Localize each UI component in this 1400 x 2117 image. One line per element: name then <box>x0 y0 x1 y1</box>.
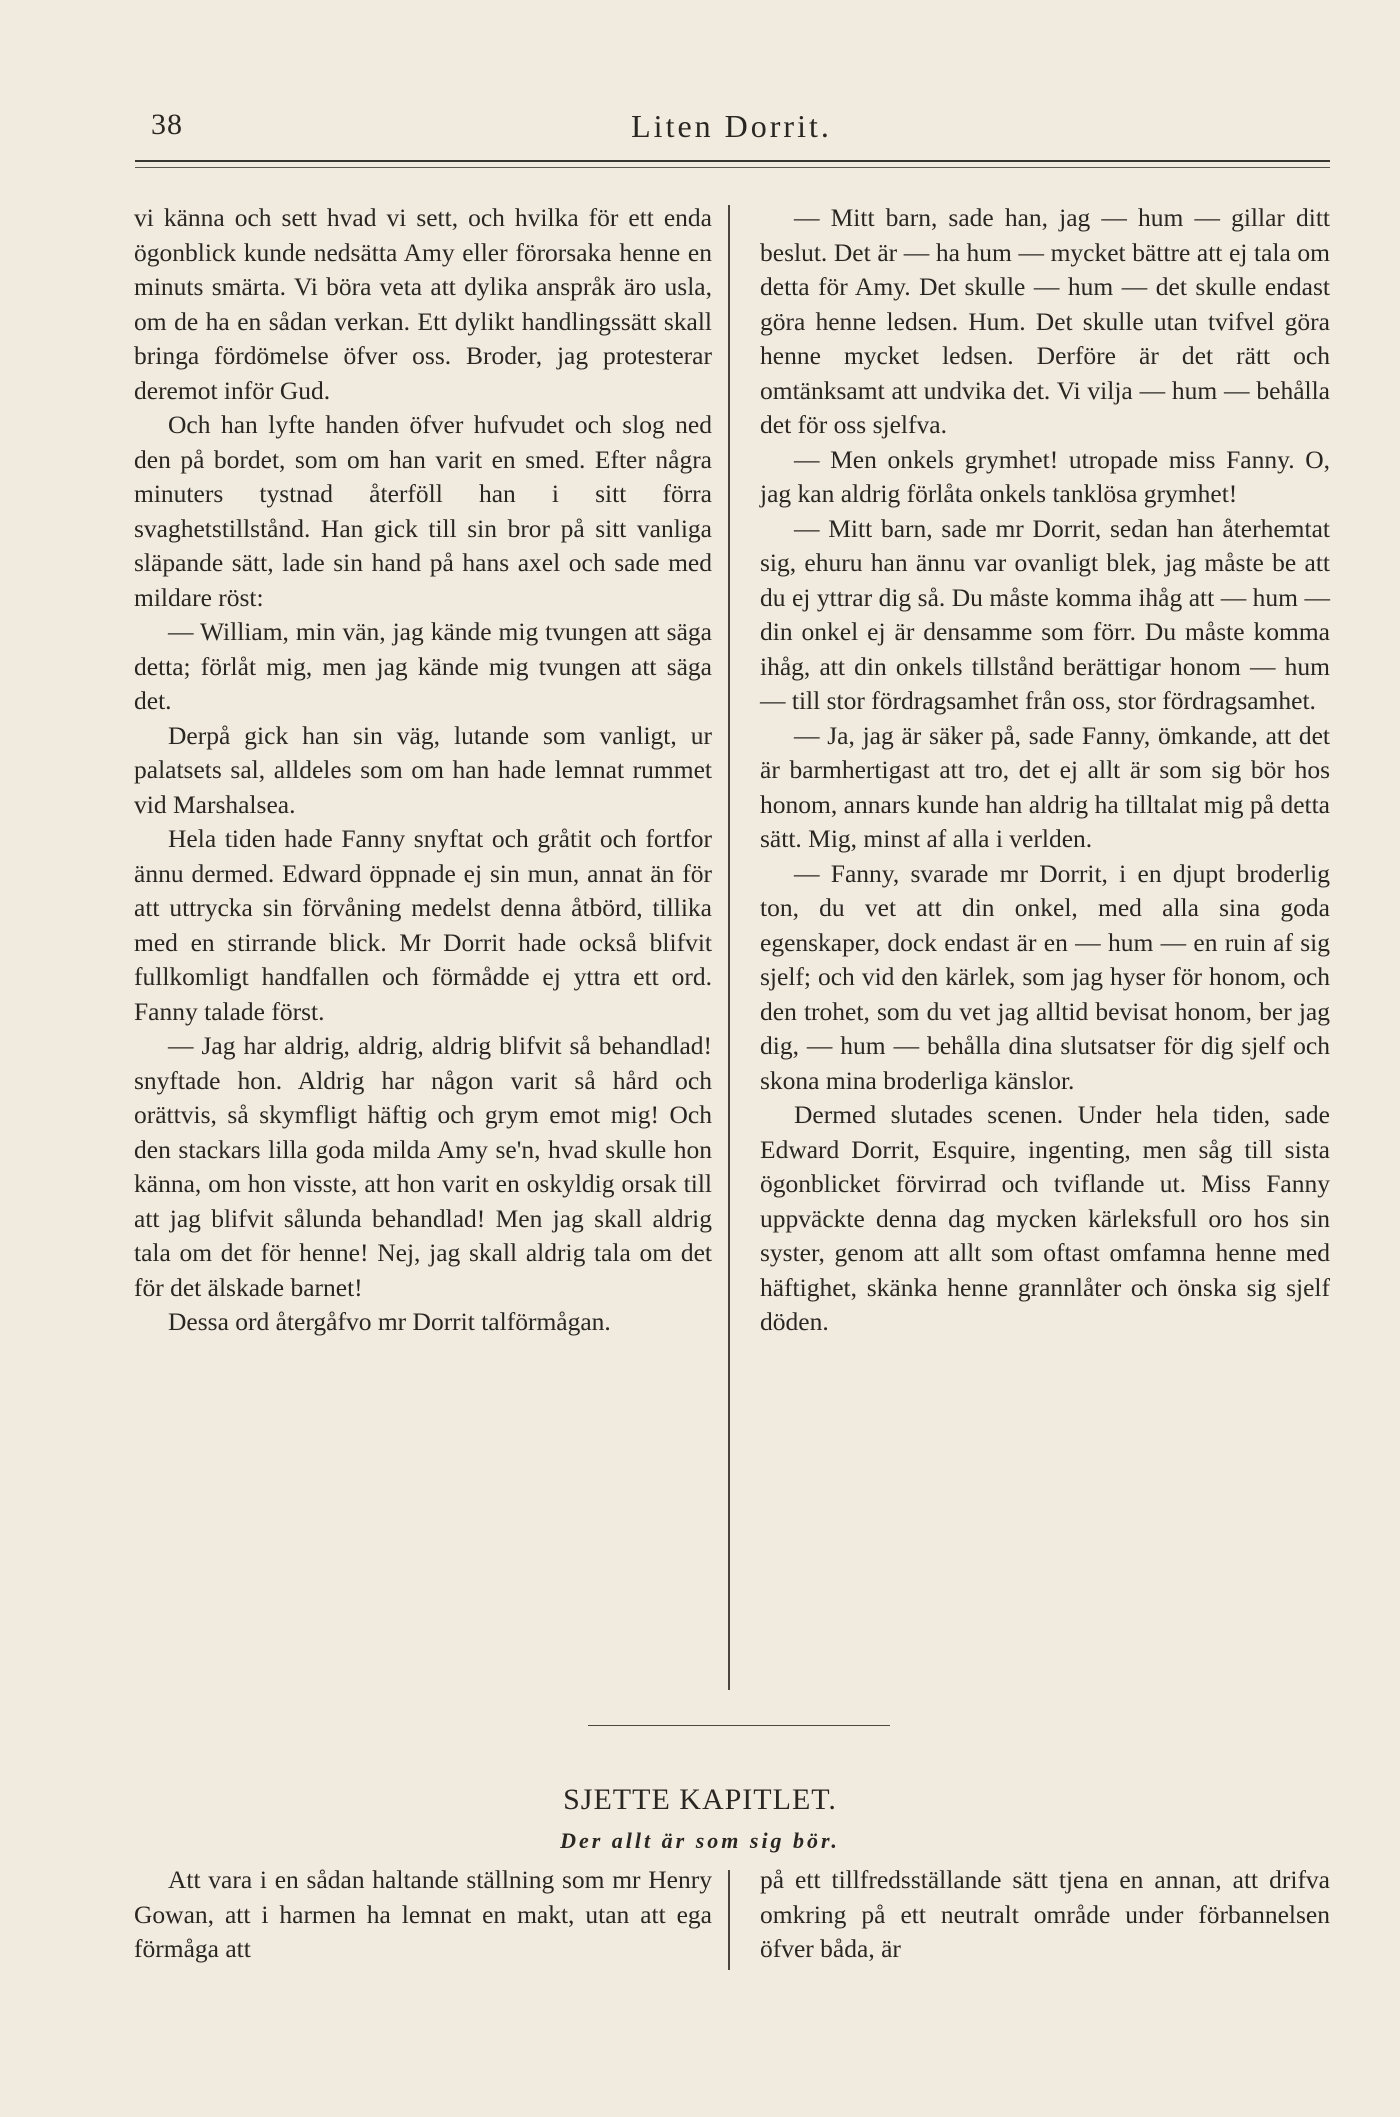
paragraph: Att vara i en sådan haltande ställning som mr Henry Gowan, att i harmen ha lemnat en makt, utan att ega förmåga att <box>134 1865 712 1963</box>
chapter-subtitle: Der allt är som sig bör. <box>560 1828 840 1853</box>
page-header <box>133 108 1330 152</box>
header-rule <box>135 160 1330 162</box>
paragraph: Dermed slutades scenen. Under hela tiden, sade Edward Dorrit, Esquire, ingenting, men såg till sista ögonblicket förvirrad och tviflande ut. Miss Fanny uppväckte denna dag mycken kärleksfull oro hos sin syster, genom att allt som oftast omfamna henne med häftighet, skänka henne grannlåter och önska sig sjelf döden. <box>760 1100 1330 1336</box>
paragraph: — Mitt barn, sade mr Dorrit, sedan han återhemtat sig, ehuru han ännu var ovanligt blek, jag måste be att du ej yttrar dig så. Du måste komma ihåg att — hum — din onkel ej är densamme som förr. Du måste komma ihåg, att din onkels tillstånd berättigar honom — hum — till stor fördragsamhet från oss, stor fördragsamhet. <box>760 513 1330 715</box>
paragraph: — Mitt barn, sade han, jag — hum — gillar ditt beslut. Det är — ha hum — mycket bättre att ej tala om detta för Amy. Det skulle — hum — det skulle endast göra henne ledsen. Hum. Det skulle utan tvifvel göra henne mycket ledsen. Derföre är det rätt och omtänksamt att undvika det. Vi vilja — hum — behålla det för oss sjelfva. <box>760 203 1330 439</box>
paragraph: — Men onkels grymhet! utropade miss Fanny. O, jag kan aldrig förlåta onkels tanklösa grymhet! <box>760 444 1330 508</box>
paragraph: Derpå gick han sin väg, lutande som vanligt, ur palatsets sal, alldeles som om han hade lemnat rummet vid Marshalsea. <box>134 720 712 819</box>
paragraph: — William, min vän, jag kände mig tvungen att säga detta; förlåt mig, men jag kände mig tvungen att säga det. <box>134 617 712 715</box>
paragraph: — Fanny, svarade mr Dorrit, i en djupt broderlig ton, du vet att din onkel, med alla sina goda egenskaper, dock endast är en — hum — en ruin af sig sjelf; och vid den kärlek, som jag hyser för honom, och den trohet, som du vet jag alltid bevisat honom, ber jag dig, — hum — behålla dina slutsatser för dig sjelf och skona mina broderliga känslor. <box>760 858 1330 1095</box>
running-title: Liten Dorrit. <box>631 108 832 144</box>
paragraph: Hela tiden hade Fanny snyftat och gråtit och fortfor ännu dermed. Edward öppnade ej sin mun, annat än för att uttrycka sin förvåning medelst denna åtbörd, tillika med en stirrande blick. Mr Dorrit hade också blifvit fullkomligt handfallen och förmådde ej yttra ett ord. Fanny talade först. <box>134 824 712 1026</box>
left-column <box>134 201 712 1340</box>
chapter-right-column <box>760 1863 1330 1967</box>
right-column <box>760 201 1330 1340</box>
paragraph: — Jag har aldrig, aldrig, aldrig blifvit så behandlad! snyftade hon. Aldrig har någon varit så hård och orättvis, så skymfligt häftig och grym emot mig! Och den stackars lilla goda milda Amy se'n, hvad skulle hon känna, om hon visste, att hon varit en oskyldig orsak till att jag blifvit sålunda behandlad! Men jag skall aldrig tala om det för henne! Nej, jag skall aldrig tala om det för det älskade barnet! <box>134 1031 712 1302</box>
paragraph: vi känna och sett hvad vi sett, och hvilka för ett enda ögonblick kunde nedsätta Amy eller förorsaka henne en minuts smärta. Vi böra veta att dylika anspråk äro usla, om de ha en sådan verkan. Ett dylikt handlingssätt skall bringa fördömelse öfver oss. Broder, jag protesterar deremot inför Gud. <box>134 203 712 405</box>
column-divider <box>728 205 730 1690</box>
paragraph: Och han lyfte handen öfver hufvudet och slog ned den på bordet, som om han varit en smed. Efter några minuters tystnad återföll han i sitt förra svaghetstillstånd. Han gick till sin bror på sitt vanliga släpande sätt, lade sin hand på hans axel och sade med mildare röst: <box>134 410 712 612</box>
paragraph: — Ja, jag är säker på, sade Fanny, ömkande, att det är barmhertigast att tro, det ej allt är som sig bör hos honom, annars kunde han aldrig ha tilltalat mig på detta sätt. Mig, minst af alla i verlden. <box>760 720 1330 853</box>
chapter-title: SJETTE KAPITLET. <box>563 1783 837 1816</box>
page-number: 38 <box>151 108 183 141</box>
paragraph: på ett tillfredsställande sätt tjena en annan, att drifva omkring på ett neutralt område under förbannelsen öfver båda, är <box>760 1865 1330 1963</box>
header-rule-thin <box>135 167 1330 168</box>
column-divider <box>728 1870 730 1970</box>
chapter-left-column <box>134 1863 712 1967</box>
paragraph: Dessa ord återgåfvo mr Dorrit talförmågan. <box>168 1307 611 1336</box>
section-divider <box>588 1725 890 1726</box>
